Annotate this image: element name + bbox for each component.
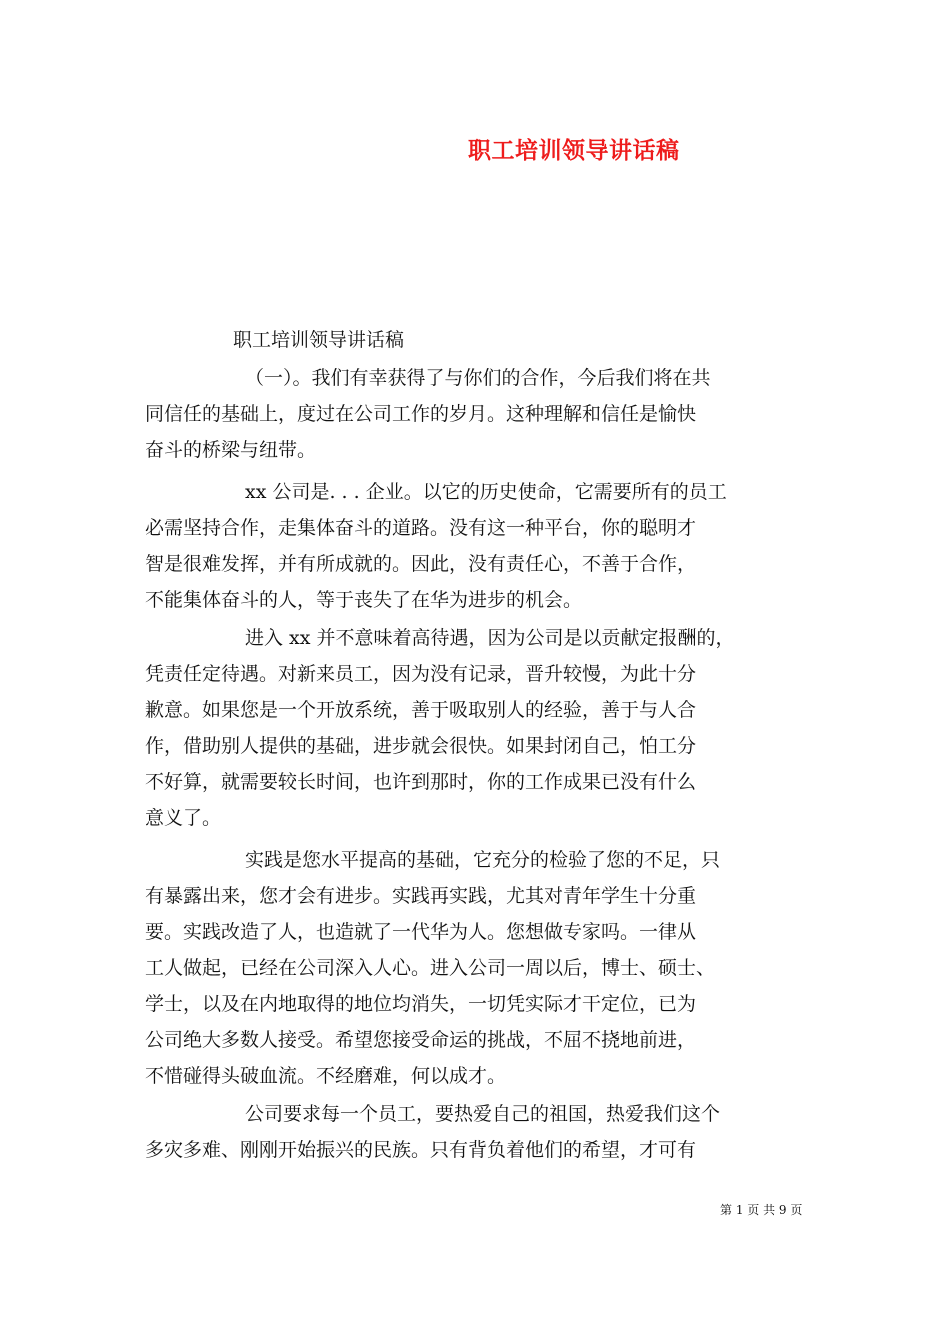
text-line: 不能集体奋斗的人，等于丧失了在华为进步的机会。	[145, 589, 583, 611]
text-line: 多灾多难、刚刚开始振兴的民族。只有背负着他们的希望，才可有	[145, 1139, 697, 1161]
text-line: 智是很难发挥，并有所成就的。因此，没有责任心，不善于合作，	[145, 553, 697, 575]
text-line: 必需坚持合作，走集体奋斗的道路。没有这一种平台，你的聪明才	[145, 517, 697, 539]
text-line: 同信任的基础上，度过在公司工作的岁月。这种理解和信任是愉快	[145, 403, 697, 425]
text-line: 歉意。如果您是一个开放系统，善于吸取别人的经验，善于与人合	[145, 699, 697, 721]
text-line: 公司绝大多数人接受。希望您接受命运的挑战，不屈不挠地前进，	[145, 1029, 697, 1051]
body-heading: 职工培训领导讲话稿	[233, 329, 405, 351]
text-line: 意义了。	[145, 807, 222, 829]
text-line: 奋斗的桥梁与纽带。	[145, 439, 317, 461]
text-line: 不好算，就需要较长时间，也许到那时，你的工作成果已没有什么	[145, 771, 697, 793]
text-line: 进入 xx 并不意味着高待遇，因为公司是以贡献定报酬的，	[245, 627, 735, 649]
text-line: 作，借助别人提供的基础，进步就会很快。如果封闭自己，怕工分	[145, 735, 697, 757]
page-number-footer: 第 1 页 共 9 页	[720, 1203, 803, 1217]
document-title: 职工培训领导讲话稿	[468, 137, 680, 164]
text-line: 学士，以及在内地取得的地位均消失，一切凭实际才干定位，已为	[145, 993, 697, 1015]
text-line: 凭责任定待遇。对新来员工，因为没有记录，晋升较慢，为此十分	[145, 663, 697, 685]
text-line: （一）。我们有幸获得了与你们的合作，今后我们将在共	[245, 367, 711, 389]
text-line: 有暴露出来，您才会有进步。实践再实践，尤其对青年学生十分重	[145, 885, 697, 907]
text-line: 实践是您水平提高的基础，它充分的检验了您的不足，只	[245, 849, 721, 871]
text-line: 要。实践改造了人，也造就了一代华为人。您想做专家吗。一律从	[145, 921, 697, 943]
text-line: 公司要求每一个员工，要热爱自己的祖国，热爱我们这个	[245, 1103, 721, 1125]
text-line: 不惜碰得头破血流。不经磨难，何以成才。	[145, 1065, 507, 1087]
text-line: xx 公司是. . . 企业。以它的历史使命，它需要所有的员工	[245, 481, 727, 503]
text-line: 工人做起，已经在公司深入人心。进入公司一周以后，博士、硕士、	[145, 957, 716, 979]
